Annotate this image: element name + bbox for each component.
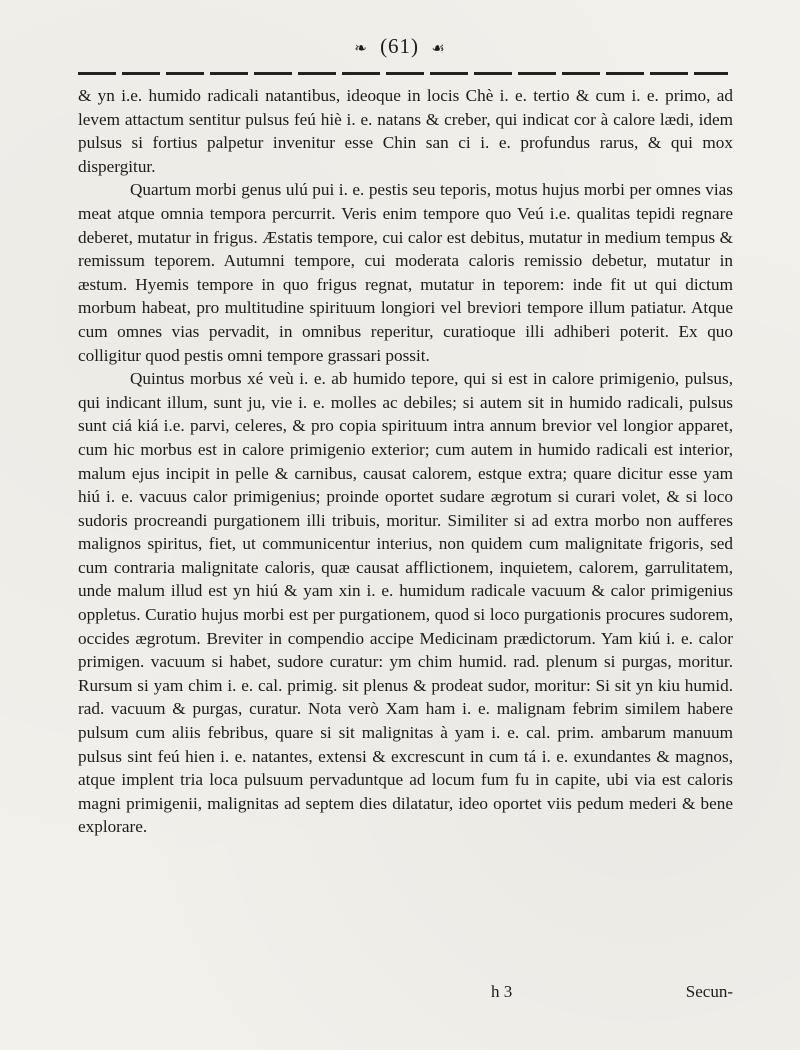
ornament-left-icon: ❧ <box>354 41 368 57</box>
page-number: (61) <box>380 34 420 58</box>
catchword: Secun- <box>685 982 733 1001</box>
header-rule <box>78 72 728 75</box>
ornament-right-icon: ☙ <box>431 41 446 57</box>
paragraph-quintus: Quintus morbus xé veù i. e. ab humido tepore, qui si est in calore primigenio, pulsus, qui indicant illum, sunt ju, vie i. e. molles ac debiles; si autem sit in humido radicali, pulsus sunt ciá kiá i.e. parvi, celeres, & pro copia spirituum intra annum brevior vel longior apparet, cum hic morbus est in calore primigenio exterior; cum autem in humido radicali est interior, malum ejus incipit in pelle & carnibus, causat calorem, estque extra; quare dicitur esse yam hiú i. e. vacuus calor primigenius; proinde oportet sudare ægrotum si curari volet, & si loco sudoris procreandi purgationem illi tribuis, moritur. Similiter si ad extra morbo non aufferes malignos spiritus, fiet, ut communicentur interius, non quidem cum malignitate frigoris, sed cum contraria malignitate caloris, quæ causat afflictionem, inquietem, calorem, garrulitatem, unde malum illud est yn hiú & yam xin i. e. humidum radicale vacuum & calor primigenius oppletus. Curatio hujus morbi est per purgationem, quod si loco purgationis procures sudorem, occides ægrotum. Breviter in compendio accipe Medicinam prædictorum. Yam kiú i. e. calor primigen. vacuum si habet, sudore curatur: ym chim humid. rad. plenum si purgas, moritur. Rursum si yam chim i. e. cal. primig. sit plenus & prodeat sudor, moritur: Si sit yn kiu humid. rad. vacuum & purgas, curatur. Nota verò Xam ham i. e. malignam febrim similem habere pulsum cum aliis febribus, quare si sit malignitas à yam i. e. cal. prim. ambarum manuum pulsus sint feú hien i. e. natantes, extensi & excrescunt in cum tá i. e. exundantes & magnos, atque implent tria loca pulsuum pervaduntque ad locum fum fu in capite, ubi via est caloris magni primigenii, malignitas ad septem dies dilatatur, ideo oportet viis pedum mederi & bene explorare. <box>78 369 733 837</box>
signature-mark: h 3 <box>491 982 513 1001</box>
page-header <box>0 34 800 59</box>
body-text <box>78 84 733 839</box>
page-footer <box>78 982 733 1008</box>
paragraph-continuation: & yn i.e. humido radicali natantibus, ideoque in locis Chè i. e. tertio & cum i. e. primo, ad levem attactum sentitur pulsus feú hiè i. e. natans & creber, qui indicat cor à calore lædi, idem pulsus si fortius palpetur invenitur esse Chin san ci i. e. profundus rarus, & qui mox dispergitur. <box>78 86 733 176</box>
paragraph-quartum: Quartum morbi genus ulú pui i. e. pestis seu teporis, motus hujus morbi per omnes vias meat atque omnia tempora percurrit. Veris enim tempore quo Veú i.e. qualitas tepidi regnare deberet, mutatur in frigus. Æstatis tempore, cui calor est debitus, mutatur in medium tempus & remissum teporem. Autumni tempore, cui moderata caloris remissio debetur, mutatur in æstum. Hyemis tempore in quo frigus regnat, mutatur in teporem: inde fit ut qui dictum morbum habeat, pro multitudine spirituum longiori vel breviori tempore illum patiatur. Atque cum omnes vias pervadit, in omnibus reperitur, curatioque illi adhiberi poterit. Ex quo colligitur quod pestis omni tempore grassari possit. <box>78 180 733 365</box>
